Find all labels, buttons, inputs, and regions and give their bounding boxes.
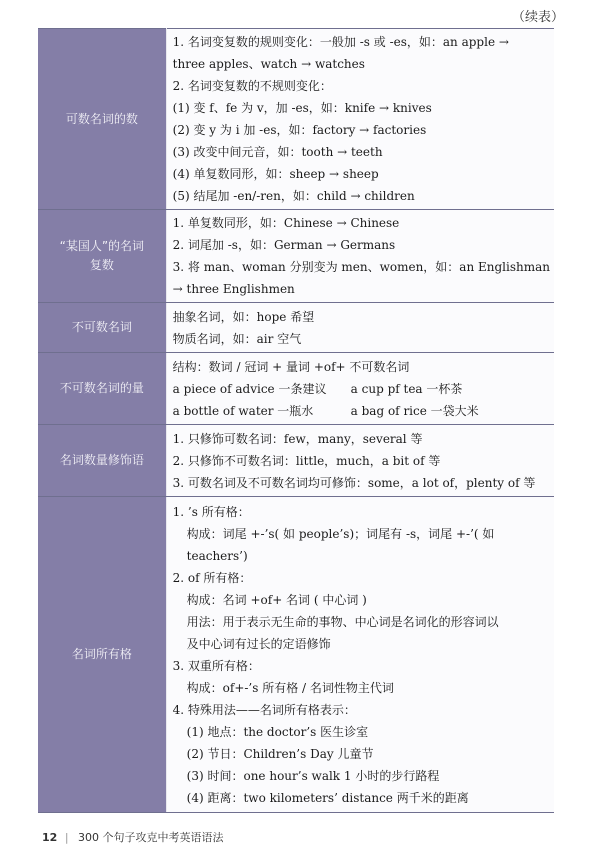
content-line: three apples、watch → watches <box>172 57 365 71</box>
content-line: 3. 双重所有格： <box>172 658 260 673</box>
example-item: a bottle of water 一瓶水 <box>172 403 314 418</box>
content-line: 构成：of+-’s 所有格 / 名词性物主代词 <box>186 680 394 695</box>
example-pair <box>173 400 550 422</box>
row-content <box>166 353 554 425</box>
content-line: (1) 变 f、fe 为 v，加 -es，如：knife → knives <box>172 101 432 115</box>
content-line: 2. 名词变复数的不规则变化： <box>172 79 332 93</box>
row-label: 不可数名词的量 <box>38 353 166 425</box>
example-item: a bag of rice 一袋大米 <box>350 403 479 418</box>
content-line: (1) 地点：the doctor’s 医生诊室 <box>186 724 369 739</box>
content-line: teachers’) <box>186 548 248 563</box>
page-number: 12 <box>42 831 58 844</box>
content-line: → three Englishmen <box>172 282 295 296</box>
example-pair <box>173 378 550 400</box>
content-line: (2) 节日：Children’s Day 儿童节 <box>186 746 374 761</box>
table-row <box>38 425 554 497</box>
row-label: 名词所有格 <box>38 497 166 813</box>
content-line: (3) 时间：one hour’s walk 1 小时的步行路程 <box>186 768 440 783</box>
page-footer <box>42 829 224 845</box>
row-content <box>166 497 554 813</box>
table-row <box>38 353 554 425</box>
row-label: 不可数名词 <box>38 303 166 353</box>
row-content <box>166 210 554 303</box>
content-line: (2) 变 y 为 i 加 -es，如：factory → factories <box>172 123 427 137</box>
content-line: 结构：数词 / 冠词 + 量词 +of+ 不可数名词 <box>172 359 410 374</box>
content-line: 1. 名词变复数的规则变化：一般加 -s 或 -es，如：an apple → <box>172 35 509 49</box>
content-line: 构成：名词 +of+ 名词 ( 中心词 ) <box>186 592 367 607</box>
table-row <box>38 303 554 353</box>
row-content <box>166 29 554 210</box>
content-line: 2. 只修饰不可数名词：little，much，a bit of 等 <box>172 453 441 468</box>
row-label-line: 复数 <box>89 258 114 272</box>
row-label-line: “某国人”的名词 <box>59 239 145 253</box>
grammar-table <box>38 28 554 813</box>
row-label: 名词数量修饰语 <box>38 425 166 497</box>
content-line: 3. 可数名词及不可数名词均可修饰：some，a lot of，plenty of 等 <box>172 475 536 490</box>
content-line: 1. ’s 所有格： <box>172 504 250 519</box>
table-row <box>38 497 554 813</box>
content-line: 1. 单复数同形，如：Chinese → Chinese <box>172 216 400 230</box>
row-label <box>38 210 166 303</box>
content-line: 4. 特殊用法——名词所有格表示： <box>172 702 356 717</box>
content-line: 1. 只修饰可数名词：few，many，several 等 <box>172 431 423 446</box>
content-line: 3. 将 man、woman 分别变为 men、women，如：an Englishman <box>172 260 550 274</box>
content-line: 构成：词尾 +-’s( 如 people’s)；词尾有 -s，词尾 +-’( 如 <box>186 526 495 541</box>
content-line: 2. 词尾加 -s，如：German → Germans <box>172 238 396 252</box>
content-line: (3) 改变中间元音，如：tooth → teeth <box>172 145 383 159</box>
example-item: a cup pf tea 一杯茶 <box>350 381 463 396</box>
row-content <box>166 303 554 353</box>
row-label: 可数名词的数 <box>38 29 166 210</box>
book-title: 300 个句子攻克中考英语语法 <box>78 831 224 844</box>
table-row <box>38 29 554 210</box>
content-line: 抽象名词，如：hope 希望 <box>172 309 315 324</box>
table-row <box>38 210 554 303</box>
footer-separator: | <box>64 831 69 844</box>
continued-label: （续表） <box>511 10 564 25</box>
content-line: 用法：用于表示无生命的事物、中心词是名词化的形容词以 <box>186 614 499 629</box>
row-content <box>166 425 554 497</box>
content-line: (4) 距离：two kilometers’ distance 两千米的距离 <box>186 790 469 805</box>
content-line: 物质名词，如：air 空气 <box>172 331 302 346</box>
example-item: a piece of advice 一条建议 <box>172 381 327 396</box>
content-line: (4) 单复数同形，如：sheep → sheep <box>172 167 379 181</box>
content-line: (5) 结尾加 -en/-ren，如：child → children <box>172 189 415 203</box>
content-line: 及中心词有过长的定语修饰 <box>186 636 331 651</box>
content-line: 2. of 所有格： <box>172 570 252 585</box>
